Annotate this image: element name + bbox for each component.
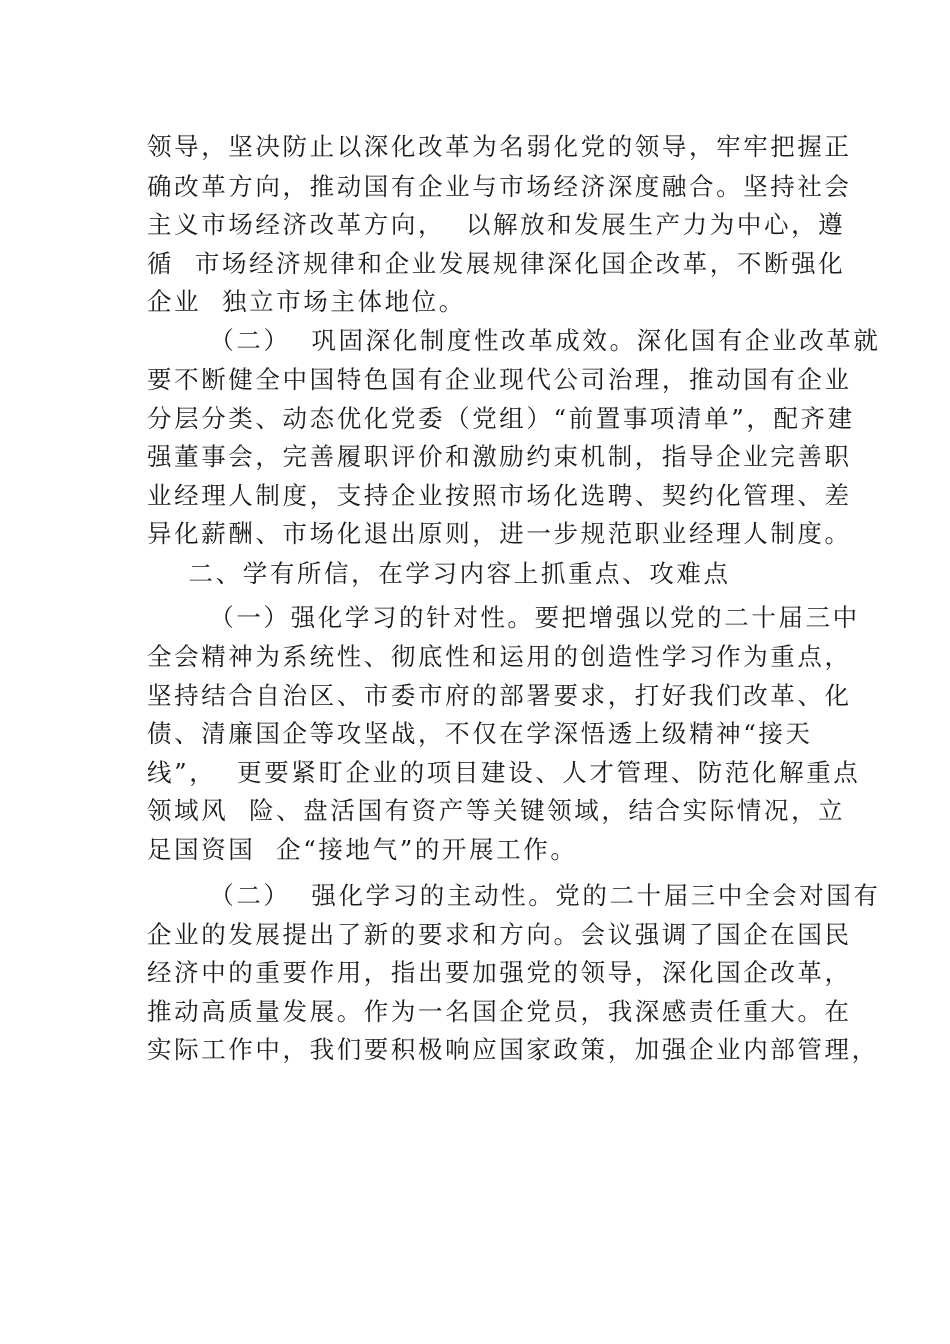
text-line: 足国资国 企“接地气”的开展工作。 (147, 835, 578, 864)
text-line: 强董事会，完善履职评价和激励约束机制，指导企业完善职 (147, 442, 852, 471)
paragraph-start: （一）强化学习的针对性。要把增强以党的二十届三中 (147, 603, 860, 632)
paragraph-start: （二） 强化学习的主动性。党的二十届三中全会对国有 (147, 881, 881, 910)
text-line: 推动高质量发展。作为一名国企党员，我深感责任重大。在 (147, 997, 852, 1026)
text-line: 要不断健全中国特色国有企业现代公司治理，推动国有企业 (147, 365, 852, 394)
text-line: 坚持结合自治区、市委市府的部署要求，打好我们改革、化 (147, 681, 852, 710)
text-line: 企业的发展提出了新的要求和方向。会议强调了国企在国民 (147, 920, 852, 949)
text-line: 线”， 更要紧盯企业的项目建设、人才管理、防范化解重点 (147, 758, 861, 787)
text-line: 分层分类、动态优化党委（党组）“前置事项清单”，配齐建 (147, 404, 855, 433)
text-line: 异化薪酬、市场化退出原则，进一步规范职业经理人制度。 (147, 519, 852, 548)
text-line: 业经理人制度，支持企业按照市场化选聘、契约化管理、差 (147, 481, 852, 510)
text-line: 主义市场经济改革方向， 以解放和发展生产力为中心，遵 (147, 210, 846, 239)
text-line: 确改革方向，推动国有企业与市场经济深度融合。坚持社会 (147, 172, 852, 201)
text-line: 全会精神为系统性、彻底性和运用的创造性学习作为重点， (147, 642, 852, 671)
text-line: 债、清廉国企等攻坚战，不仅在学深悟透上级精神“接天 (147, 719, 813, 748)
text-line: 企业 独立市场主体地位。 (147, 287, 466, 316)
text-line: 实际工作中，我们要积极响应国家政策，加强企业内部管理， (147, 1035, 879, 1064)
text-line: 循 市场经济规律和企业发展规律深化国企改革，不断强化 (147, 249, 846, 278)
section-heading: 二、学有所信，在学习内容上抓重点、攻难点 (147, 559, 731, 588)
paragraph-start: （二） 巩固深化制度性改革成效。深化国有企业改革就 (147, 326, 881, 355)
text-line: 经济中的重要作用，指出要加强党的领导，深化国企改革， (147, 958, 852, 987)
text-line: 领域风 险、盘活国有资产等关键领域，结合实际情况，立 (147, 796, 846, 825)
text-line: 领导，坚决防止以深化改革为名弱化党的领导，牢牢把握正 (147, 132, 852, 161)
